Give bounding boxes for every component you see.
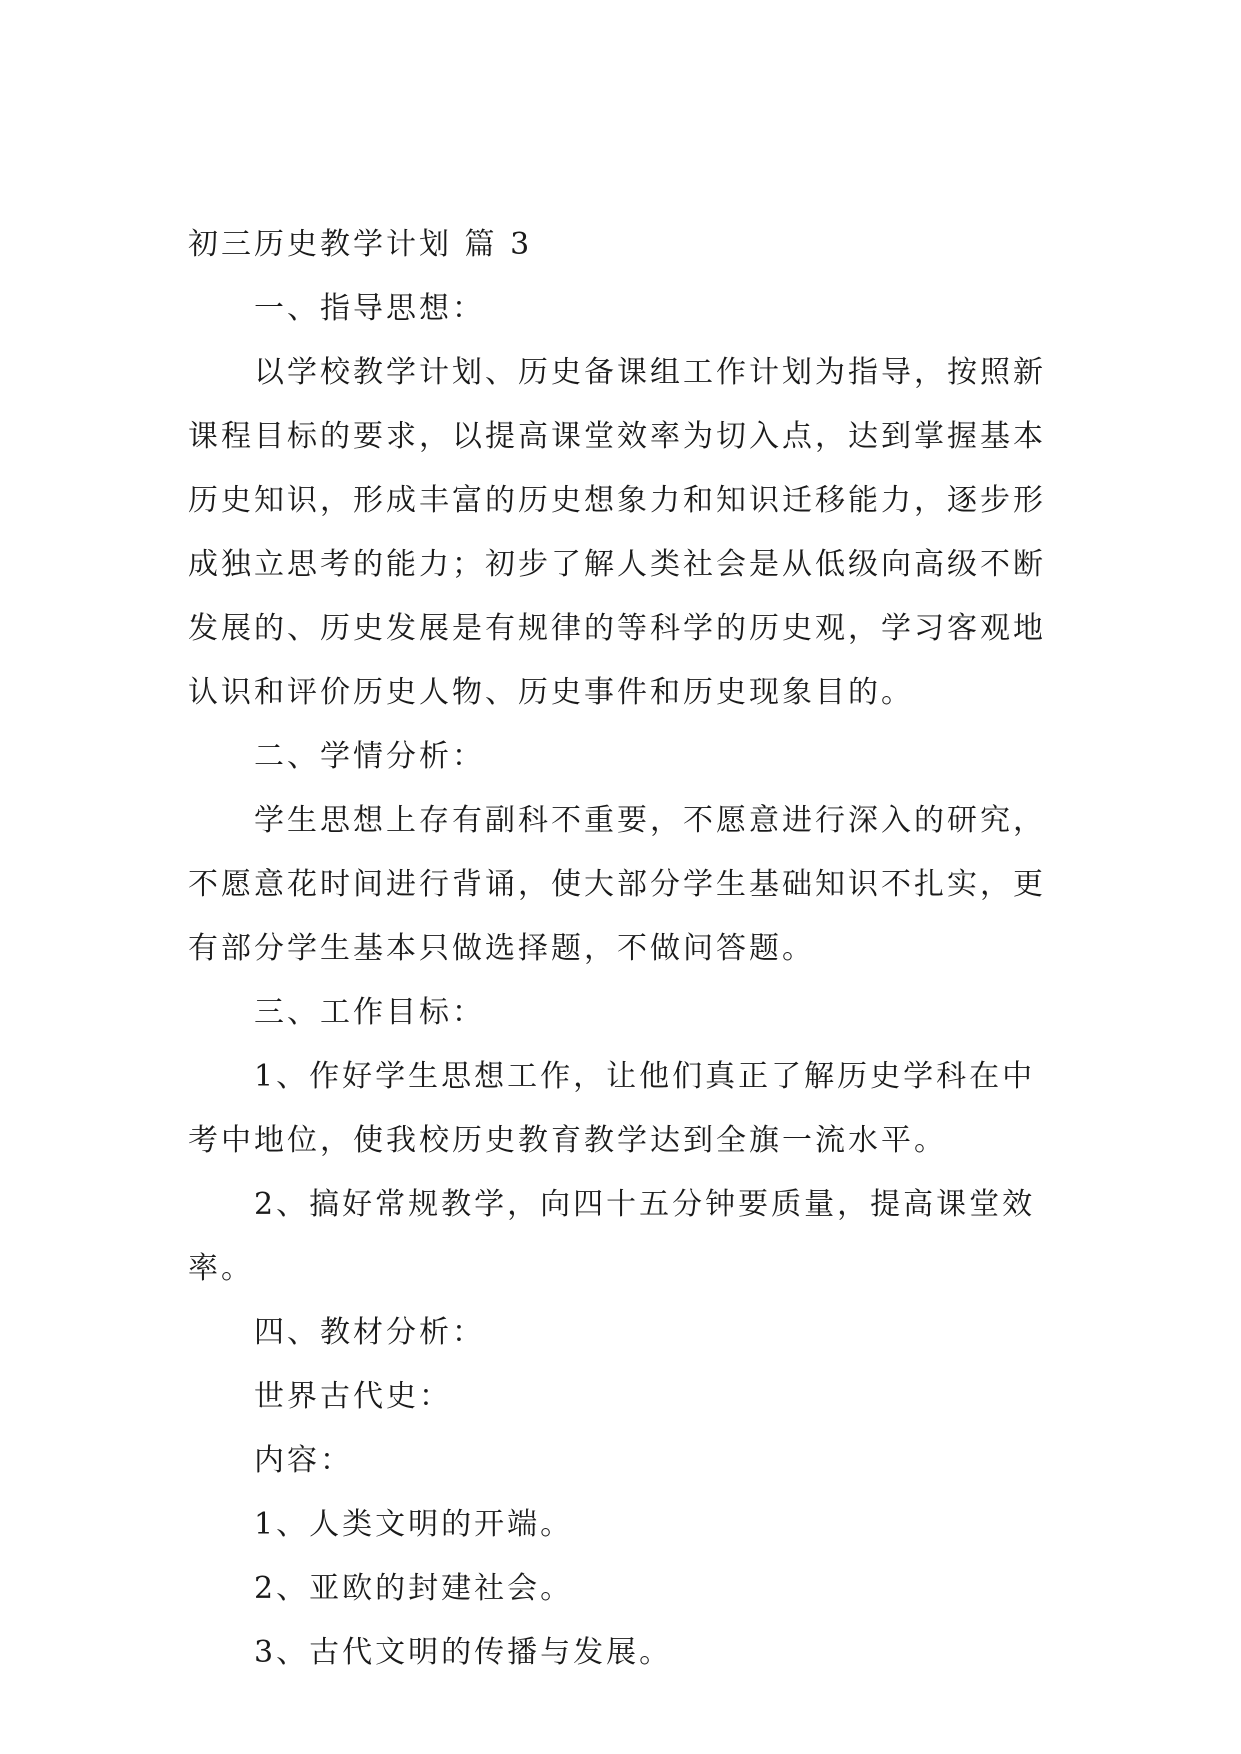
section-heading-textbook-analysis: 四、教材分析： — [254, 1315, 485, 1350]
paragraph-line: 认识和评价历史人物、历史事件和历史现象目的。 — [188, 675, 914, 710]
paragraph-line: 不愿意花时间进行背诵，使大部分学生基础知识不扎实，更 — [188, 867, 1046, 902]
paragraph-line: 成独立思考的能力；初步了解人类社会是从低级向高级不断 — [188, 547, 1046, 582]
section-heading-student-analysis: 二、学情分析： — [254, 739, 485, 774]
list-item: 2、亚欧的封建社会。 — [254, 1571, 574, 1606]
paragraph-line: 历史知识，形成丰富的历史想象力和知识迁移能力，逐步形 — [188, 483, 1046, 518]
document-title: 初三历史教学计划 篇 3 — [188, 227, 533, 262]
section-heading-work-goals: 三、工作目标： — [254, 995, 485, 1030]
paragraph-line: 考中地位，使我校历史教育教学达到全旗一流水平。 — [188, 1123, 947, 1158]
list-item: 3、古代文明的传播与发展。 — [254, 1635, 673, 1670]
paragraph-line: 课程目标的要求，以提高课堂效率为切入点，达到掌握基本 — [188, 419, 1046, 454]
section-heading-guiding-ideology: 一、指导思想： — [254, 291, 485, 326]
paragraph-line: 率。 — [188, 1251, 254, 1286]
subheading-content: 内容： — [254, 1443, 353, 1478]
list-item: 2、搞好常规教学，向四十五分钟要质量，提高课堂效 — [254, 1187, 1036, 1222]
paragraph-line: 学生思想上存有副科不重要，不愿意进行深入的研究， — [254, 803, 1046, 838]
list-item: 1、人类文明的开端。 — [254, 1507, 574, 1542]
paragraph-line: 以学校教学计划、历史备课组工作计划为指导，按照新 — [254, 355, 1046, 390]
paragraph-line: 发展的、历史发展是有规律的等科学的历史观，学习客观地 — [188, 611, 1046, 646]
list-item: 1、作好学生思想工作，让他们真正了解历史学科在中 — [254, 1059, 1036, 1094]
paragraph-line: 有部分学生基本只做选择题，不做问答题。 — [188, 931, 815, 966]
subheading-ancient-world-history: 世界古代史： — [254, 1379, 452, 1414]
